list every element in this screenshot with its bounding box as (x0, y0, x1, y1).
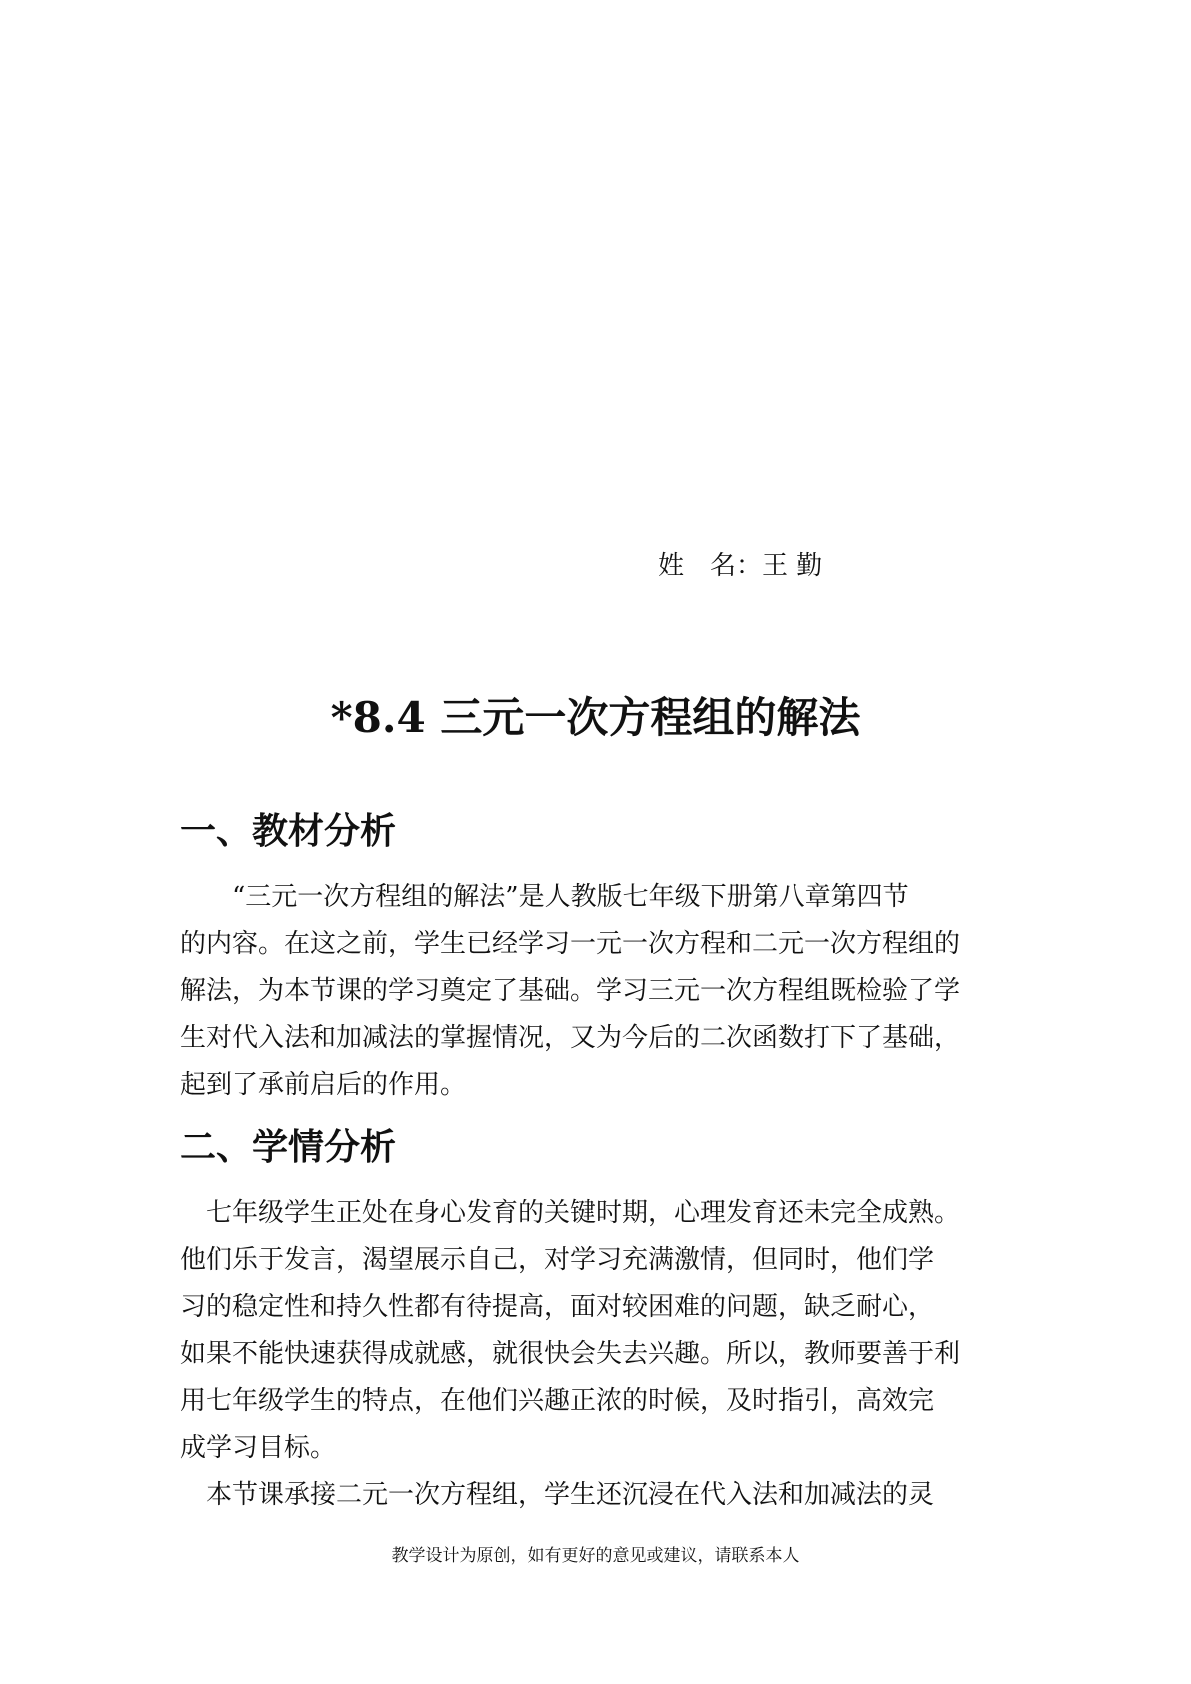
section-paragraph-student-analysis-continued (180, 1472, 1020, 1519)
paragraph-line: 的内容。在这之前，学生已经学习一元一次方程和二元一次方程组的 (180, 929, 961, 959)
author-line (658, 548, 822, 584)
paragraph-line: 生对代入法和加减法的掌握情况，又为今后的二次函数打下了基础， (180, 1023, 961, 1053)
paragraph-line: 习的稳定性和持久性都有待提高，面对较困难的问题，缺乏耐心， (180, 1292, 935, 1322)
paragraph-line: 他们乐于发言，渴望展示自己，对学习充满激情，但同时，他们学 (180, 1245, 935, 1275)
paragraph-line: 用七年级学生的特点，在他们兴趣正浓的时候，及时指引，高效完 (180, 1386, 935, 1416)
section-heading-student-analysis: 二、学情分析 (180, 1127, 397, 1168)
paragraph-line: “三元一次方程组的解法”是人教版七年级下册第八章第四节 (180, 882, 909, 912)
paragraph-line: 解法，为本节课的学习奠定了基础。学习三元一次方程组既检验了学 (180, 976, 961, 1006)
section-paragraph-student-analysis (180, 1190, 1020, 1472)
paragraph-line: 本节课承接二元一次方程组，学生还沉浸在代入法和加减法的灵 (180, 1480, 935, 1510)
author-label: 姓 名： (658, 551, 763, 581)
paragraph-line: 七年级学生正处在身心发育的关键时期，心理发育还未完全成熟。 (180, 1198, 961, 1228)
section-paragraph-textbook-analysis (180, 874, 1020, 1109)
section-heading-textbook-analysis: 一、教材分析 (180, 811, 397, 852)
page-footer: 教学设计为原创，如有更好的意见或建议，请联系本人 (391, 1546, 800, 1566)
paragraph-line: 成学习目标。 (180, 1433, 337, 1463)
document-title: *8.4 三元一次方程组的解法 (330, 693, 861, 742)
author-name: 王 勤 (762, 551, 823, 581)
paragraph-line: 如果不能快速获得成就感，就很快会失去兴趣。所以，教师要善于利 (180, 1339, 961, 1369)
paragraph-line: 起到了承前启后的作用。 (180, 1070, 467, 1100)
